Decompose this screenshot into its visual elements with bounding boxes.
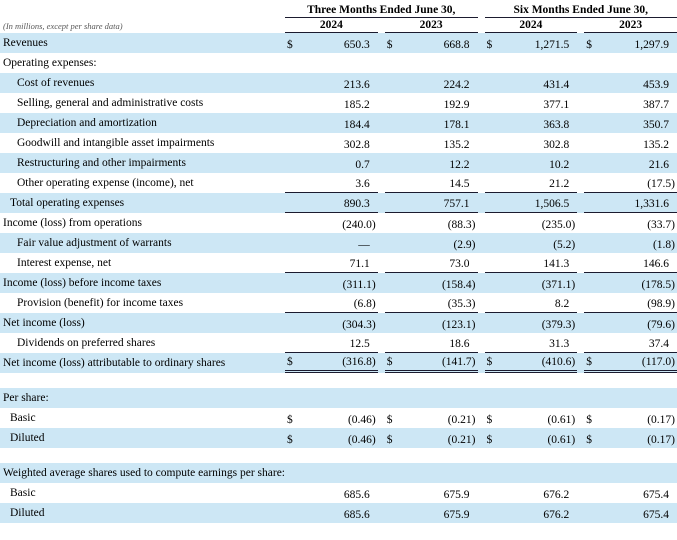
value-cell [285, 483, 378, 503]
cell-value: (35.3) [447, 298, 476, 310]
cell-value: 675.9 [443, 489, 470, 501]
table-row [0, 388, 677, 408]
value-cell [485, 483, 578, 503]
value-cell [584, 193, 677, 213]
value-cell [385, 173, 478, 193]
value-cell [584, 333, 677, 353]
currency-symbol: $ [287, 434, 293, 446]
value-cell [485, 213, 578, 233]
table-row [0, 333, 677, 353]
cell-value: — [358, 239, 370, 251]
value-cell [485, 133, 578, 153]
table-body [0, 33, 677, 523]
value-cell [385, 73, 478, 93]
value-cell [385, 113, 478, 133]
cell-value: 685.6 [343, 489, 370, 501]
row-label: Income (loss) from operations [3, 216, 142, 229]
currency-symbol: $ [287, 39, 293, 51]
cell-value: (240.0) [342, 219, 376, 231]
value-cell [584, 173, 677, 193]
table-header-years [0, 18, 677, 33]
value-cell [285, 428, 378, 448]
value-cell [485, 33, 578, 53]
cell-value: 453.9 [643, 79, 669, 91]
value-cell [584, 73, 677, 93]
cell-value: 676.2 [543, 489, 570, 501]
cell-value: 184.4 [343, 119, 370, 131]
table-row [0, 153, 677, 173]
value-cell [584, 33, 677, 53]
cell-value: (0.21) [447, 434, 476, 446]
table-row [0, 463, 677, 483]
cell-value: (117.0) [641, 356, 675, 368]
value-cell [584, 153, 677, 173]
cell-value: 676.2 [543, 509, 570, 521]
cell-value: (379.3) [541, 319, 576, 331]
cell-value: (98.9) [647, 298, 675, 310]
cell-value: 146.6 [643, 258, 669, 270]
cell-value: 14.5 [449, 178, 470, 190]
table-row [0, 93, 677, 113]
cell-value: 1,297.9 [634, 39, 669, 51]
cell-value: 675.9 [443, 509, 470, 521]
value-cell [385, 293, 478, 313]
value-cell [285, 273, 378, 293]
cell-value: (0.61) [547, 414, 576, 426]
currency-symbol: $ [486, 356, 493, 368]
table-row [0, 213, 677, 233]
value-cell [485, 73, 578, 93]
value-cell [485, 113, 578, 133]
value-cell [285, 93, 378, 113]
value-cell [584, 133, 677, 153]
cell-value: 668.8 [443, 39, 470, 51]
value-cell [485, 293, 578, 313]
value-cell [385, 353, 478, 373]
table-row [0, 428, 677, 448]
table-row [0, 173, 677, 193]
table-row [0, 253, 677, 273]
cell-value: 21.6 [648, 159, 669, 171]
cell-value: 71.1 [349, 258, 370, 270]
value-cell [584, 93, 677, 113]
currency-symbol: $ [386, 356, 393, 368]
row-label: Other operating expense (income), net [17, 176, 194, 189]
cell-value: (0.61) [547, 434, 576, 446]
cell-value: 1,331.6 [634, 198, 669, 210]
cell-value: 18.6 [449, 338, 470, 350]
income-statement [0, 2, 677, 523]
value-cell [485, 313, 578, 333]
value-cell [385, 333, 478, 353]
row-label: Restructuring and other impairments [17, 156, 186, 169]
cell-value: 73.0 [449, 258, 470, 270]
value-cell [285, 213, 378, 233]
currency-symbol: $ [486, 434, 493, 446]
value-cell [285, 253, 378, 273]
cell-value: 135.2 [643, 139, 669, 151]
row-label: Basic [10, 411, 36, 424]
table-row [0, 293, 677, 313]
currency-symbol: $ [586, 39, 592, 51]
value-cell [584, 408, 677, 428]
value-cell [485, 353, 578, 373]
units-note: (In millions, except per share data) [3, 21, 123, 31]
value-cell [584, 503, 677, 523]
currency-symbol: $ [486, 414, 493, 426]
cell-value: 0.7 [355, 159, 370, 171]
value-cell [584, 483, 677, 503]
cell-value: 12.5 [349, 338, 370, 350]
row-label: Diluted [10, 431, 45, 444]
value-cell [285, 153, 378, 173]
currency-symbol: $ [586, 356, 592, 368]
row-spacer [0, 448, 677, 463]
cell-value: (410.6) [541, 356, 576, 368]
table-row [0, 233, 677, 253]
cell-value: (123.1) [441, 319, 476, 331]
value-cell [485, 273, 578, 293]
currency-symbol: $ [386, 414, 393, 426]
cell-value: (0.46) [347, 434, 376, 446]
cell-value: 363.8 [543, 119, 570, 131]
currency-symbol: $ [586, 434, 592, 446]
cell-value: (141.7) [441, 356, 476, 368]
value-cell [385, 483, 478, 503]
value-cell [385, 233, 478, 253]
cell-value: 192.9 [443, 99, 470, 111]
table-row [0, 408, 677, 428]
cell-value: (33.7) [647, 219, 675, 231]
cell-value: (0.21) [447, 414, 476, 426]
row-label: Weighted average shares used to compute earnings per share: [3, 466, 285, 479]
cell-value: (316.8) [342, 356, 376, 368]
cell-value: 675.4 [643, 489, 669, 501]
cell-value: 10.2 [549, 159, 570, 171]
value-cell [285, 408, 378, 428]
cell-value: (235.0) [541, 219, 576, 231]
value-cell [584, 213, 677, 233]
value-cell [385, 273, 478, 293]
row-label: Net income (loss) attributable to ordinary shares [3, 356, 226, 369]
value-cell [385, 408, 478, 428]
cell-value: 37.4 [648, 338, 669, 350]
cell-value: 685.6 [343, 509, 370, 521]
currency-symbol: $ [287, 356, 293, 368]
value-cell [285, 193, 378, 213]
cell-value: (5.2) [553, 239, 576, 251]
value-cell [385, 33, 478, 53]
cell-value: 757.1 [443, 198, 470, 210]
row-label: Operating expenses: [3, 56, 97, 69]
value-cell [584, 353, 677, 373]
row-label: Income (loss) before income taxes [3, 276, 162, 289]
value-cell [285, 133, 378, 153]
table-row [0, 113, 677, 133]
value-cell [385, 213, 478, 233]
value-cell [285, 503, 378, 523]
row-label: Per share: [3, 391, 49, 404]
row-label: Net income (loss) [3, 316, 85, 329]
cell-value: (0.46) [347, 414, 376, 426]
cell-value: 3.6 [355, 178, 370, 190]
cell-value: 387.7 [643, 99, 669, 111]
value-cell [285, 173, 378, 193]
cell-value: 213.6 [343, 79, 370, 91]
row-label: Cost of revenues [17, 76, 95, 89]
value-cell [485, 93, 578, 113]
table-row [0, 193, 677, 213]
cell-value: (1.8) [652, 239, 675, 251]
cell-value: (0.17) [647, 414, 675, 426]
value-cell [285, 113, 378, 133]
cell-value: 12.2 [449, 159, 470, 171]
value-cell [584, 293, 677, 313]
table-row [0, 33, 677, 53]
currency-symbol: $ [386, 434, 393, 446]
currency-symbol: $ [586, 414, 592, 426]
value-cell [385, 133, 478, 153]
value-cell [485, 153, 578, 173]
value-cell [285, 233, 378, 253]
currency-symbol: $ [486, 39, 493, 51]
cell-value: (371.1) [541, 279, 576, 291]
cell-value: (158.4) [441, 279, 476, 291]
row-label: Interest expense, net [17, 256, 112, 269]
cell-value: 650.3 [343, 39, 370, 51]
cell-value: 135.2 [443, 139, 470, 151]
value-cell [285, 353, 378, 373]
value-cell [485, 193, 578, 213]
cell-value: 302.8 [543, 139, 570, 151]
cell-value: 302.8 [343, 139, 370, 151]
row-label: Selling, general and administrative costs [17, 96, 204, 109]
row-spacer [0, 373, 677, 388]
value-cell [485, 233, 578, 253]
value-cell [285, 333, 378, 353]
cell-value: 141.3 [543, 258, 570, 270]
table-row [0, 133, 677, 153]
value-cell [485, 408, 578, 428]
cell-value: 675.4 [643, 509, 669, 521]
row-label: Revenues [3, 36, 48, 49]
cell-value: 377.1 [543, 99, 570, 111]
cell-value: (2.9) [453, 239, 476, 251]
value-cell [485, 253, 578, 273]
cell-value: (6.8) [353, 298, 376, 310]
cell-value: 224.2 [443, 79, 470, 91]
cell-value: 8.2 [554, 298, 570, 310]
cell-value: (311.1) [342, 279, 376, 291]
table-row [0, 53, 677, 73]
cell-value: (17.5) [647, 178, 675, 190]
value-cell [385, 193, 478, 213]
table-row [0, 273, 677, 293]
value-cell [385, 503, 478, 523]
table-row [0, 483, 677, 503]
currency-symbol: $ [287, 414, 293, 426]
currency-symbol: $ [386, 39, 393, 51]
value-cell [285, 313, 378, 333]
value-cell [584, 233, 677, 253]
cell-value: 350.7 [643, 119, 669, 131]
value-cell [485, 173, 578, 193]
row-label: Dividends on preferred shares [17, 336, 156, 349]
value-cell [485, 503, 578, 523]
value-cell [385, 428, 478, 448]
value-cell [584, 313, 677, 333]
value-cell [485, 333, 578, 353]
row-label: Provision (benefit) for income taxes [17, 296, 184, 309]
value-cell [285, 33, 378, 53]
value-cell [385, 253, 478, 273]
row-label: Total operating expenses [10, 196, 125, 209]
period-group-three-months: Three Months Ended June 30, [285, 3, 478, 18]
value-cell [485, 428, 578, 448]
value-cell [385, 153, 478, 173]
table-row [0, 503, 677, 523]
table-row [0, 353, 677, 373]
cell-value: (304.3) [342, 319, 376, 331]
cell-value: (0.17) [647, 434, 675, 446]
year-column-header-2: 2023 [385, 19, 478, 33]
value-cell [385, 313, 478, 333]
cell-value: 1,506.5 [534, 198, 570, 210]
value-cell [584, 273, 677, 293]
period-group-six-months: Six Months Ended June 30, [485, 3, 677, 18]
cell-value: 1,271.5 [534, 39, 570, 51]
value-cell [285, 73, 378, 93]
cell-value: 185.2 [343, 99, 370, 111]
cell-value: (88.3) [447, 219, 476, 231]
row-label: Fair value adjustment of warrants [17, 236, 172, 249]
row-label: Goodwill and intangible asset impairments [17, 136, 215, 149]
row-label: Depreciation and amortization [17, 116, 157, 129]
table-row [0, 73, 677, 93]
cell-value: (79.6) [647, 319, 675, 331]
cell-value: 178.1 [443, 119, 470, 131]
year-column-header-4: 2023 [584, 19, 677, 33]
year-column-header-3: 2024 [485, 19, 578, 33]
cell-value: 431.4 [543, 79, 570, 91]
table-header-periods [0, 2, 677, 18]
row-label: Basic [10, 486, 36, 499]
value-cell [584, 113, 677, 133]
value-cell [584, 428, 677, 448]
cell-value: 890.3 [343, 198, 370, 210]
value-cell [584, 253, 677, 273]
row-label: Diluted [10, 506, 45, 519]
value-cell [285, 293, 378, 313]
year-column-header-1: 2024 [285, 19, 378, 33]
cell-value: 31.3 [549, 338, 570, 350]
table-row [0, 313, 677, 333]
cell-value: 21.2 [549, 178, 570, 190]
value-cell [385, 93, 478, 113]
cell-value: (178.5) [641, 279, 675, 291]
